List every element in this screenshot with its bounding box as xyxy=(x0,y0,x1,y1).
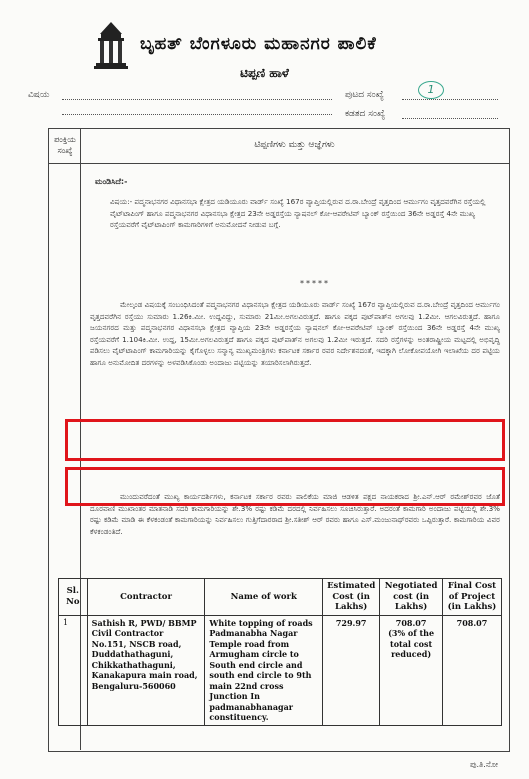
subject-label: ವಿಷಯ xyxy=(28,90,50,100)
table-row xyxy=(59,615,502,725)
sheet-subtitle: ಟಿಪ್ಪಣಿ ಹಾಳೆ xyxy=(240,66,289,80)
subject-text: ವಿಷಯ:- ಪದ್ಮನಾಭನಗರ ವಿಧಾನಸಭಾ ಕ್ಷೇತ್ರದ ಯಡಿಯೂರು ವಾರ್ಡ್ ಸಂಖ್ಯೆ 167ರ ವ್ಯಾಪ್ತಿಯಲ್ಲಿರುವ ದ.ರಾ.ಬೇಂದ್ರೆ ವೃತ್ತದಿಂದ ಆರ್ಮುಗಂ ವೃತ್ತದವರೆಗಿನ ರಸ್ತೆಯಲ್ಲಿ ವೈಟ್‌ಟಾಪಿಂಗ್ ಹಾಗೂ ಪದ್ಮನಾಭನಗರ ವಿಧಾನಸಭಾ ಕ್ಷೇತ್ರದ 23ನೇ ಅಡ್ಡರಸ್ತೆಯ ನ್ಯಾಷನಲ್ ಕೋ-ಆಪರೇಟಿವ್ ಬ್ಯಾಂಕ್ ರಸ್ತೆಯಿಂದ 36ನೇ ಅಡ್ಡರಸ್ತೆ 4ನೇ ಮುಖ್ಯ ರಸ್ತೆಯವರೆಗೆ ವೈಟ್‌ಟಾಪಿಂಗ್ ಕಾಮಗಾರಿಗಳಿಗೆ ಅನುಮೋದನೆ ನೀಡುವ ಬಗ್ಗೆ. xyxy=(110,197,486,230)
page-number-dots xyxy=(402,99,498,100)
cell-sl: 1 xyxy=(59,615,88,725)
cell-final: 708.07 xyxy=(442,615,501,725)
contract-table xyxy=(58,578,502,726)
greeting: ಮಂಡಿಸಿದೆ:- xyxy=(95,177,128,186)
th-estimated-cost: Estimated Cost (in Lakhs) xyxy=(323,579,380,616)
page-number-value: 1 xyxy=(418,81,444,99)
th-sl-no: Sl. No xyxy=(59,579,88,616)
negotiated-value: 708.07 xyxy=(395,617,427,628)
org-title: ಬೃಹತ್ ಬೆಂಗಳೂರು ಮಹಾನಗರ ಪಾಲಿಕೆ xyxy=(140,34,377,54)
cell-contractor: Sathish R, PWD/ BBMP Civil Contractor No.151, NSCB road, Duddathathaguni, Chikkathathaguni, Kanakapura main road, Bengaluru-560060 xyxy=(87,615,205,725)
paragraph-2: ಮುಂದುವರೆದಂತೆ ಮುಖ್ಯ ಕಾರ್ಯದರ್ಶಿಗಳು, ಕರ್ನಾಟಕ ಸರ್ಕಾರ ರವರು ಪಾಲಿಕೆಯ ಮಾಜಿ ಆಡಳಿತ ಪಕ್ಷದ ನಾಯಕರಾದ ಶ್ರೀ.ಎನ್.ಆರ್ ರಮೇಶ್‌ರವರ ಜೊತೆ ದೂರವಾಣಿ ಮುಖಾಂತರ ಮಾತನಾಡಿ ಸದರಿ ಕಾಮಗಾರಿಯನ್ನು ಶೇ.3% ರಷ್ಟು ಕಡಿಮೆ ದರದಲ್ಲಿ ನಿರ್ವಹಿಸಲು ಸೂಚಿಸಿರುತ್ತಾರೆ. ಅದರಂತೆ ಕಾಮಗಾರಿ ಅಂದಾಜು ಪಟ್ಟಿಯಲ್ಲಿ ಶೇ.3% ರಷ್ಟು ಕಡಿಮೆ ಮಾಡಿ ಈ ಕೆಳಕಂಡಂತೆ ಕಾಮಗಾರಿಯನ್ನು ನಿರ್ವಹಿಸಲು ಗುತ್ತಿಗೆದಾರರಾದ ಶ್ರೀ.ಸತೀಶ್ ಆರ್ ರವರು ಹಾಗೂ ಎಸ್.ಮಂಜುನಾಥ್‌ರವರು ಒಪ್ಪಿರುತ್ತಾರೆ. ಕಾಮಗಾರಿಯ ವಿವರ ಕೆಳಕಂಡಂತಿದೆ. xyxy=(90,492,500,536)
header-row-divider xyxy=(48,163,509,164)
separator-stars: ***** xyxy=(300,279,330,288)
bbmp-emblem-icon xyxy=(92,20,130,72)
subject-dots-2 xyxy=(62,114,332,115)
th-contractor: Contractor xyxy=(87,579,205,616)
cell-work: White topping of roads Padmanabha Nagar Temple road from Armugham circle to South end circle and south end circle to 9th main 22nd cross Junction In padmanabhanagar constituency. xyxy=(205,615,323,725)
page-number-label: ಪುಟದ ಸಂಖ್ಯೆ xyxy=(345,90,384,100)
column-header-para-no: ಪಂಕ್ತಿಯ ಸಂಖ್ಯೆ xyxy=(54,135,76,155)
file-number-label: ಕಡತದ ಸಂಖ್ಯೆ xyxy=(345,109,386,119)
highlight-box-2 xyxy=(65,467,505,506)
th-final-cost: Final Cost of Project (in Lakhs) xyxy=(442,579,501,616)
cell-negotiated xyxy=(380,615,443,725)
subject-dots xyxy=(62,99,332,100)
table-header-row xyxy=(59,579,502,616)
cell-estimated: 729.97 xyxy=(323,615,380,725)
negotiated-note: (3% of the total cost reduced) xyxy=(388,628,435,659)
column-header-notes: ಟಿಪ್ಪಣಿಗಳು ಮತ್ತು ಆಜ್ಞೆಗಳು xyxy=(254,140,335,150)
highlight-box-1 xyxy=(65,419,505,461)
file-number-dots xyxy=(402,118,498,119)
footer-initials: ಪು.ತಿ.ನೋ xyxy=(470,760,499,769)
th-negotiated-cost: Negotiated cost (in Lakhs) xyxy=(380,579,443,616)
th-name-of-work: Name of work xyxy=(205,579,323,616)
paragraph-1: ಮೇಲ್ಕಂಡ ವಿಷಯಕ್ಕೆ ಸಂಬಂಧಿಸಿದಂತೆ ಪದ್ಮನಾಭನಗರ ವಿಧಾನಸಭಾ ಕ್ಷೇತ್ರದ ಯಡಿಯೂರು ವಾರ್ಡ್ ಸಂಖ್ಯೆ 167ರ ವ್ಯಾಪ್ತಿಯಲ್ಲಿರುವ ದ.ರಾ.ಬೇಂದ್ರೆ ವೃತ್ತದಿಂದ ಆರ್ಮುಗಂ ವೃತ್ತದವರೆಗಿನ ರಸ್ತೆಯು ಸುಮಾರು 1.26ಕಿ.ಮೀ. ಉದ್ದವಿದ್ದು, ಸುಮಾರು 21ಮೀ.ಅಗಲವಿರುತ್ತದೆ. ಹಾಗೂ ಪಕ್ಕದ ಪುಟ್‌ಪಾತ್‌ನ ಅಗಲವು 1.2ಮೀ. ಆಗಲವಿರುತ್ತದೆ. ಹಾಗೂ ಜಯನಗರದ ಮತ್ತು ಪದ್ಮನಾಭನಗರ ವಿಧಾನಸಭಾ ಕ್ಷೇತ್ರದ ವ್ಯಾಪ್ತಿಯ 23ನೇ ಅಡ್ಡರಸ್ತೆಯ ನ್ಯಾಷನಲ್ ಕೋ-ಆಪರೇಟಿವ್ ಬ್ಯಾಂಕ್ ರಸ್ತೆಯಿಂದ 36ನೇ ಅಡ್ಡರಸ್ತೆ 4ನೇ ಮುಖ್ಯ ರಸ್ತೆಯವರೆಗೆ 1.104ಕಿ.ಮೀ. ಉದ್ದ, 15ಮೀ.ಅಗಲವಿರುತ್ತದೆ ಹಾಗೂ ಪಕ್ಕದ ಪುಟ್‌ಪಾತ್‌ನ ಅಗಲವು 1.2ಮೀ ಇರುತ್ತದೆ. ಸದರಿ ರಸ್ತೆಗಳನ್ನು ಅಂತರಾಷ್ಟ್ರೀಯ ಮಟ್ಟದಲ್ಲಿ ಅಭಿವೃದ್ಧಿ ಪಡಿಸಲು ವೈಟ್‌ಟಾಪಿಂಗ್ ಕಾಮಗಾರಿಯನ್ನು ಕೈಗೊಳ್ಳಲು ಸನ್ಮಾನ್ಯ ಮುಖ್ಯಮಂತ್ರಿಗಳು ಕರ್ನಾಟಕ ಸರ್ಕಾರ ರವರ ನಿರ್ದೇಶನದಂತೆ, ಇದಕ್ಕಾಗಿ ಲೋಕೋಪಯೋಗಿ ಇಲಾಖೆಯ ದರ ಪಟ್ಟಿಯ ಹಾಗೂ ಅನುಮೋದಿತ ದರಗಳನ್ನು ಅಳವಡಿಸಿಕೊಂಡು ಅಂದಾಜು ಪಟ್ಟಿಯನ್ನು ತಯಾರಿಸಲಾಗಿರುತ್ತದೆ. xyxy=(90,300,500,367)
